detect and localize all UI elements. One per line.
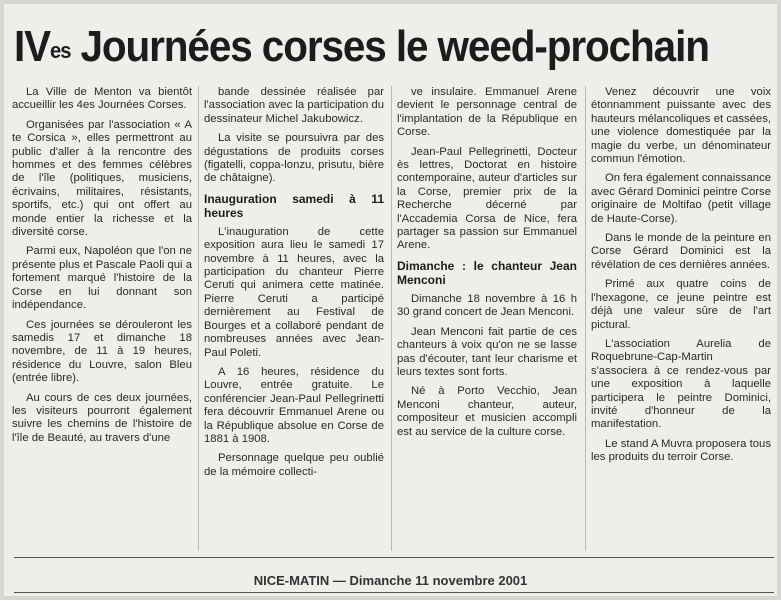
paragraph: Né à Porto Vecchio, Jean Menconi chanteur, auteur, compositeur et musicien accompli est au service de la culture corse.	[397, 385, 577, 438]
paragraph: Ces journées se dérouleront les samedis 17 et dimanche 18 novembre, de 11 à 19 heures, résidence du Louvre, salon Bleu (entrée libre).	[12, 318, 192, 385]
paragraph: On fera également connaissance avec Gérard Dominici peintre Corse originaire de Moltifao (petit village de Haute-Corse).	[591, 172, 771, 225]
paragraph: ve insulaire. Emmanuel Arene devient le personnage central de l'implantation de la République en Corse.	[397, 86, 577, 139]
paragraph: bande dessinée réalisée par l'association avec la participation du dessinateur Michel Jakubowicz.	[204, 86, 384, 125]
paragraph: L'association Aurelia de Roquebrune-Cap-Martin s'associera à ce rendez-vous par une exposition à laquelle participera le peintre Dominici, invité d'honneur de la manifestation.	[591, 337, 771, 431]
paragraph: Organisées par l'association « A te Corsica », elles permettront au public d'aller à la rencontre des hommes et des femmes célèbres de l'île (politiques, musiciens, écrivains, militaires, résistants, sportifs, etc.) qui ont offert au monde entier la richesse et la diversité corse.	[12, 118, 192, 239]
column-divider	[198, 86, 199, 551]
footer-rule-bottom	[14, 592, 774, 593]
paragraph: Dans le monde de la peinture en Corse Gérard Dominici est la révélation de ces dernières années.	[591, 232, 771, 271]
paragraph: Au cours de ces deux journées, les visiteurs pourront également suivre les chemins de l'histoire de l'île de Beauté, au travers d'une	[12, 391, 192, 444]
paragraph: La Ville de Menton va bientôt accueillir les 4es Journées Corses.	[12, 86, 192, 112]
article-column-3	[397, 86, 577, 445]
article-column-2	[204, 86, 384, 485]
paragraph: Jean-Paul Pellegrinetti, Docteur ès lettres, Doctorat en histoire contemporaine, auteur d'articles sur la Corse, premier prix de la Recherche décerné par l'Accademia Corsa de Nice, fera partager sa passion sur Emmanuel Arene.	[397, 145, 577, 252]
column-divider	[391, 86, 392, 551]
column-divider	[585, 86, 586, 551]
footer-credit: NICE-MATIN — Dimanche 11 novembre 2001	[253, 573, 528, 588]
paragraph: La visite se poursuivra par des dégustations de produits corses (figatelli, coppa-lonzu, prisutu, bière de châtaigne).	[204, 132, 384, 185]
newspaper-clipping	[4, 4, 777, 596]
article-column-1	[12, 86, 192, 451]
footer-rule-top	[14, 557, 774, 558]
headline	[14, 22, 713, 72]
paragraph: Personnage quelque peu oublié de la mémoire collecti-	[204, 452, 384, 478]
paragraph: L'inauguration de cette exposition aura lieu le samedi 17 novembre à 11 heures, avec la participation du chanteur Pierre Ceruti qui animera cette matinée. Pierre Ceruti a participé dernièrement au Festival de Bourges et a collaboré pendant de nombreuses années avec Jean-Paul Poleti.	[204, 225, 384, 359]
headline-roman: IV	[14, 22, 51, 71]
paragraph: Venez découvrir une voix étonnamment puissante avec des hauteurs mélancoliques et cassées, une violence domestiquée par la magie du verbe, un dénominateur commun l'émotion.	[591, 86, 771, 166]
paragraph: Dimanche 18 novembre à 16 h 30 grand concert de Jean Menconi.	[397, 292, 577, 319]
subheading: Inauguration samedi à 11 heures	[204, 191, 384, 220]
headline-superscript: es	[50, 38, 71, 63]
subheading: Dimanche : le chanteur Jean Menconi	[397, 258, 577, 287]
paragraph: A 16 heures, résidence du Louvre, entrée gratuite. Le conférencier Jean-Paul Pellegrinetti fera découvrir Emmanuel Arene ou la République absolue en Corse de 1881 à 1908.	[204, 365, 384, 445]
headline-text: Journées corses le weed-prochain	[70, 22, 709, 71]
paragraph: Le stand A Muvra proposera tous les produits du terroir Corse.	[591, 437, 771, 464]
paragraph: Parmi eux, Napoléon que l'on ne présente plus et Pascale Paoli qui a fortement marqué l'histoire de la Corse en lui donnant son indépendance.	[12, 245, 192, 312]
paragraph: Jean Menconi fait partie de ces chanteurs à voix qu'on ne se lasse pas d'écouter, tant leur charisme et leurs textes sont forts.	[397, 325, 577, 378]
article-column-4	[591, 86, 771, 471]
paragraph: Primé aux quatre coins de l'hexagone, ce jeune peintre est déjà une valeur sûre de l'art pictural.	[591, 278, 771, 331]
